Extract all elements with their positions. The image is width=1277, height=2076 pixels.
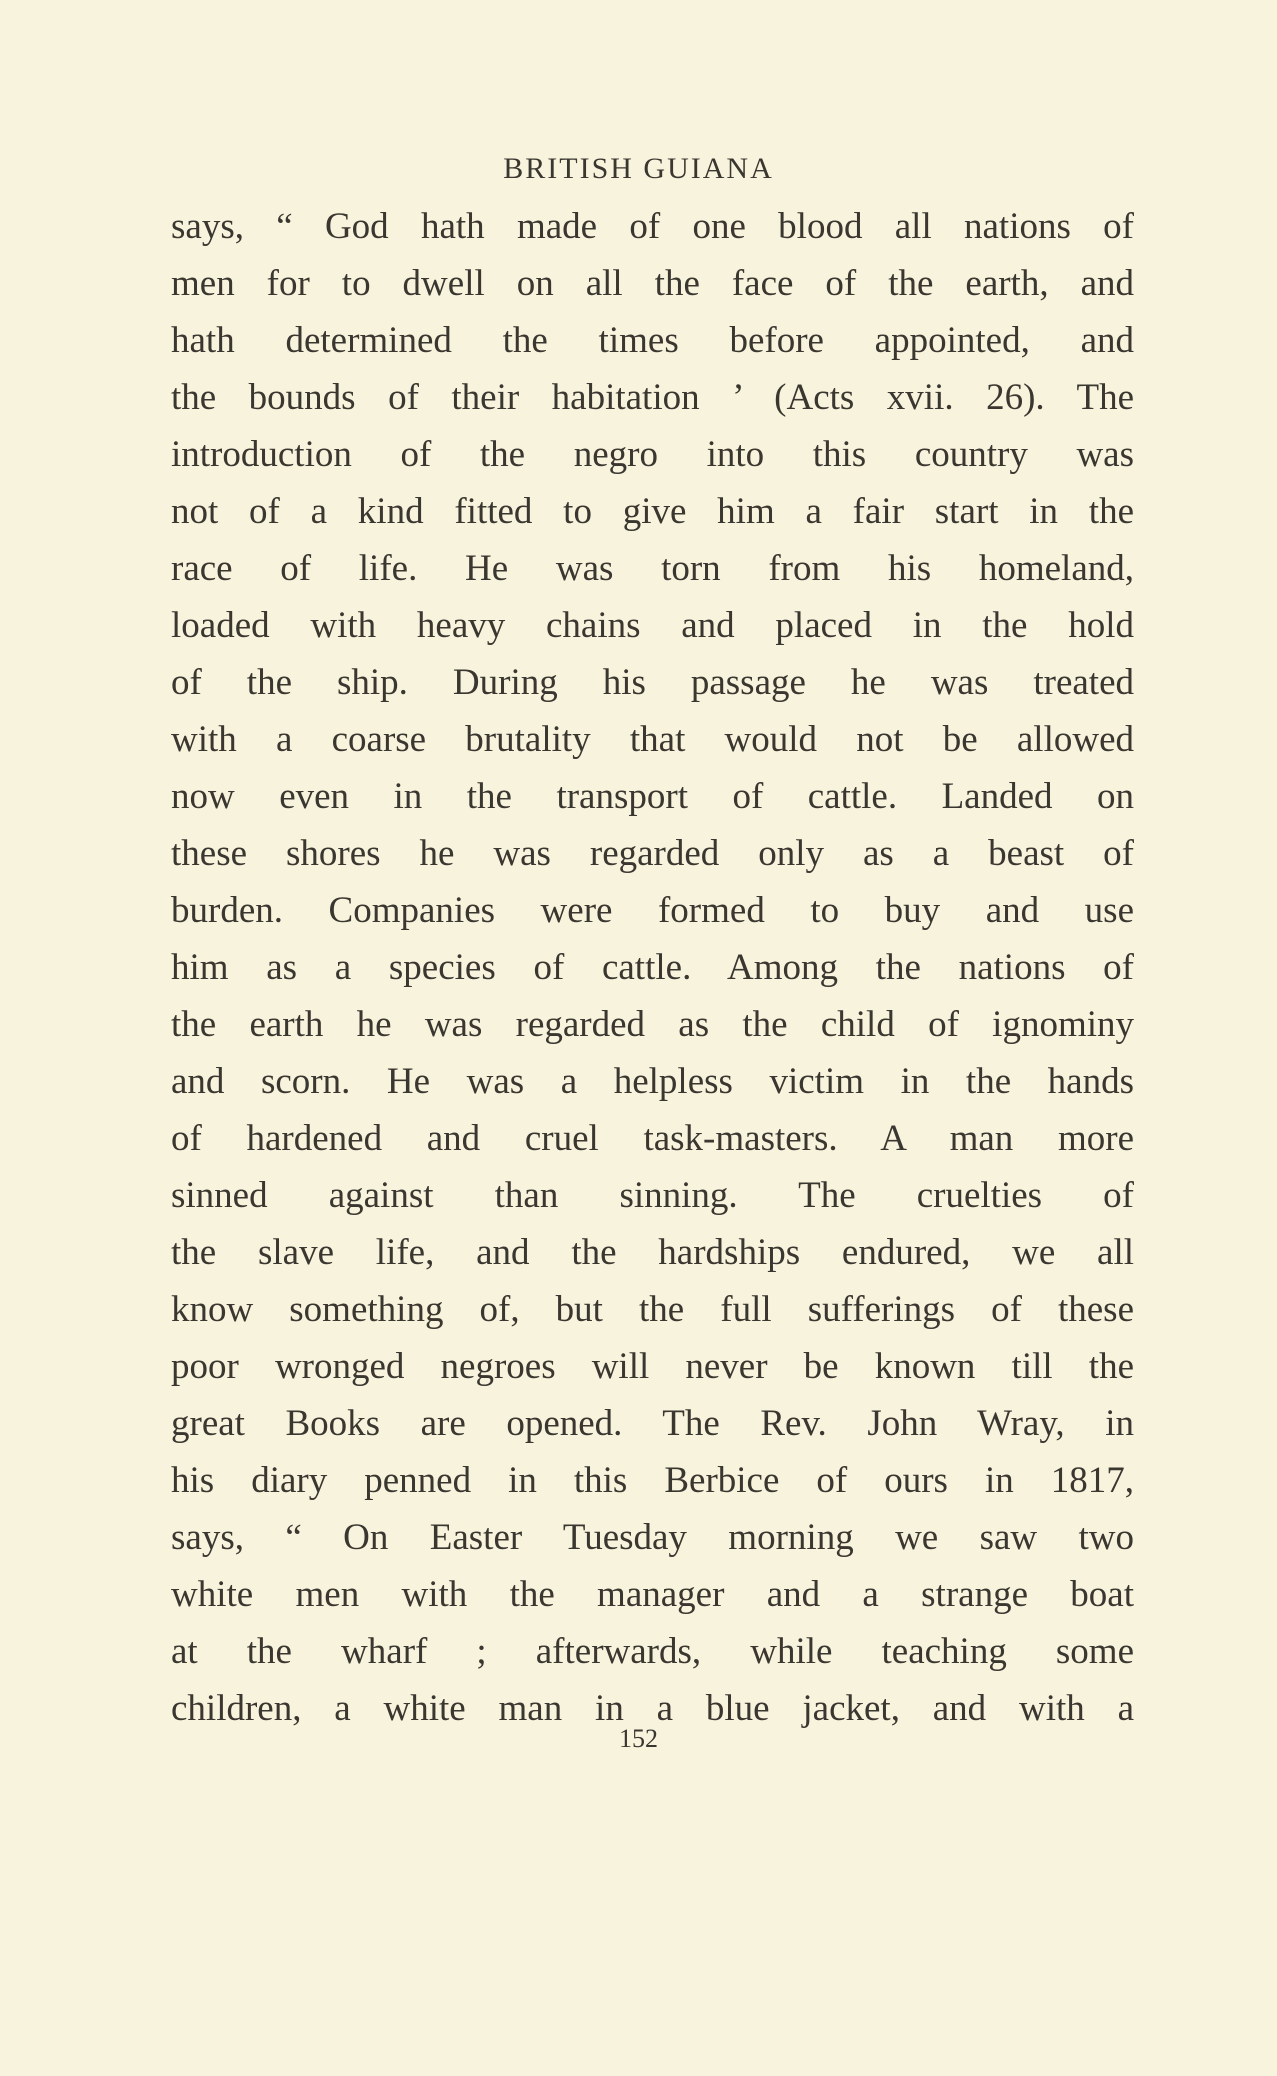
text-line: the slave life, and the hardships endured, we all: [171, 1232, 1134, 1273]
text-line: great Books are opened. The Rev. John Wray, in: [171, 1403, 1134, 1444]
text-line: introduction of the negro into this country was: [171, 434, 1134, 475]
text-line: of the ship. During his passage he was treated: [171, 662, 1134, 703]
text-line: the bounds of their habitation ’ (Acts xvii. 26). The: [171, 377, 1134, 418]
body-text: [171, 198, 1134, 1737]
text-line: white men with the manager and a strange boat: [171, 1574, 1134, 1615]
text-line: his diary penned in this Berbice of ours in 1817,: [171, 1460, 1134, 1501]
text-line: children, a white man in a blue jacket, and with a: [171, 1688, 1134, 1729]
text-line: of hardened and cruel task-masters. A man more: [171, 1118, 1134, 1159]
text-line: and scorn. He was a helpless victim in the hands: [171, 1061, 1134, 1102]
text-line: these shores he was regarded only as a beast of: [171, 833, 1134, 874]
text-line: loaded with heavy chains and placed in the hold: [171, 605, 1134, 646]
text-line: him as a species of cattle. Among the nations of: [171, 947, 1134, 988]
text-line: says, “ On Easter Tuesday morning we saw two: [171, 1517, 1134, 1558]
page-number: 152: [619, 1724, 658, 1753]
text-line: at the wharf ; afterwards, while teaching some: [171, 1631, 1134, 1672]
text-line: now even in the transport of cattle. Landed on: [171, 776, 1134, 817]
text-line: men for to dwell on all the face of the earth, and: [171, 263, 1134, 304]
text-line: sinned against than sinning. The cruelties of: [171, 1175, 1134, 1216]
text-line: the earth he was regarded as the child of ignominy: [171, 1004, 1134, 1045]
text-line: burden. Companies were formed to buy and use: [171, 890, 1134, 931]
text-line: with a coarse brutality that would not be allowed: [171, 719, 1134, 760]
text-line: hath determined the times before appointed, and: [171, 320, 1134, 361]
text-line: not of a kind fitted to give him a fair start in the: [171, 491, 1134, 532]
text-line: poor wronged negroes will never be known till the: [171, 1346, 1134, 1387]
running-head: BRITISH GUIANA: [503, 152, 774, 185]
text-line: know something of, but the full sufferings of these: [171, 1289, 1134, 1330]
text-line: says, “ God hath made of one blood all nations of: [171, 206, 1134, 247]
text-line: race of life. He was torn from his homeland,: [171, 548, 1134, 589]
